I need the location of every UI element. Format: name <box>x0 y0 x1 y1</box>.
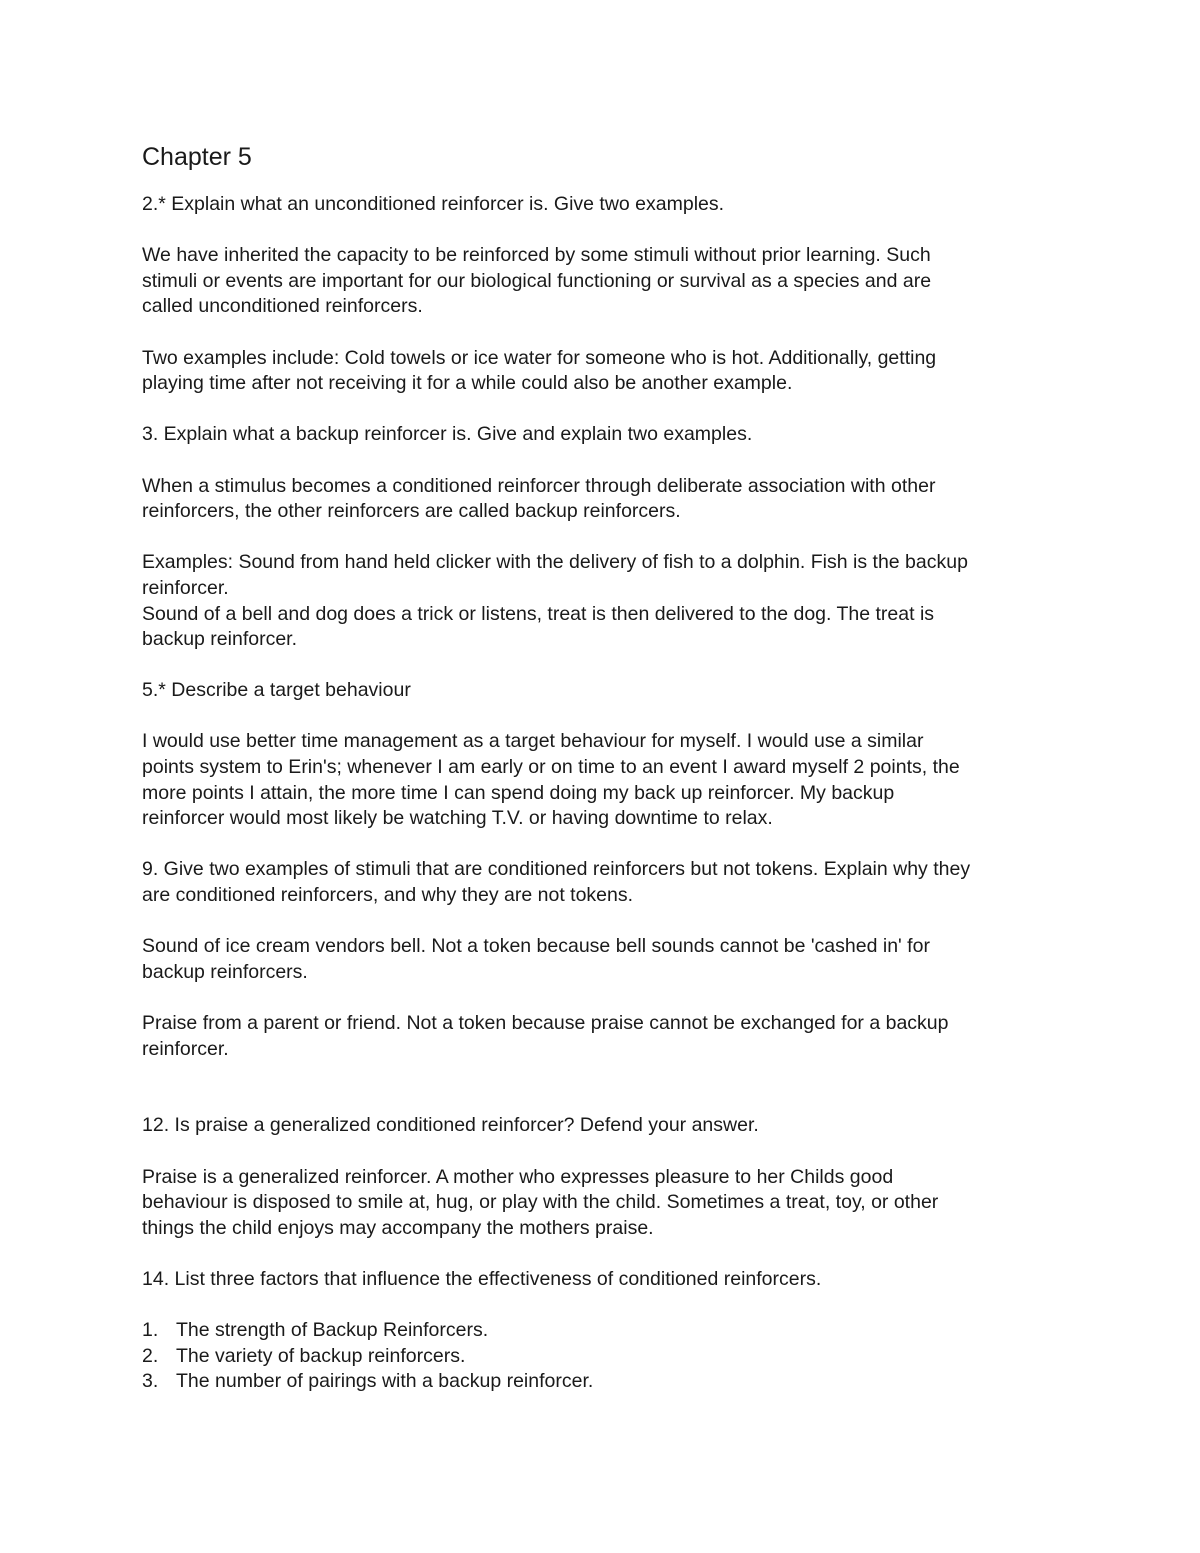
chapter-title: Chapter 5 <box>142 143 252 171</box>
list-item-number: 2. <box>142 1344 159 1367</box>
list-item-text: The variety of backup reinforcers. <box>176 1344 466 1367</box>
text-line: called unconditioned reinforcers. <box>142 295 423 318</box>
answer-a9b <box>142 1011 1072 1062</box>
question-q12 <box>142 1113 1072 1139</box>
text-line: are conditioned reinforcers, and why they are not tokens. <box>142 884 634 907</box>
text-line: 5.* Describe a target behaviour <box>142 679 411 702</box>
answer-a3b <box>142 550 1072 652</box>
answer-a2b <box>142 346 1072 397</box>
list-item-number: 3. <box>142 1370 159 1393</box>
text-line: things the child enjoys may accompany the mothers praise. <box>142 1216 654 1239</box>
text-line: 2.* Explain what an unconditioned reinforcer is. Give two examples. <box>142 193 725 215</box>
list-item <box>142 1369 1072 1395</box>
text-line: more points I attain, the more time I can spend doing my back up reinforcer. My backup <box>142 781 895 804</box>
answer-a12 <box>142 1165 1072 1242</box>
list-item-text: The number of pairings with a backup reinforcer. <box>176 1370 594 1393</box>
list-item <box>142 1344 1072 1370</box>
question-q14 <box>142 1267 1072 1293</box>
text-line: reinforcer. <box>142 1037 229 1060</box>
question-q2 <box>142 192 1072 218</box>
text-line: Sound of a bell and dog does a trick or listens, treat is then delivered to the dog. The treat is <box>142 602 935 625</box>
text-line: Two examples include: Cold towels or ice water for someone who is hot. Additionally, getting <box>142 346 937 369</box>
text-line: 3. Explain what a backup reinforcer is. Give and explain two examples. <box>142 423 753 446</box>
text-line: We have inherited the capacity to be reinforced by some stimuli without prior learning. Such <box>142 244 931 267</box>
list-item <box>142 1318 1072 1344</box>
answer-a3a <box>142 474 1072 525</box>
text-line: reinforcers, the other reinforcers are called backup reinforcers. <box>142 500 681 523</box>
list-item-text: The strength of Backup Reinforcers. <box>176 1319 489 1342</box>
text-line: I would use better time management as a target behaviour for myself. I would use a similar <box>142 730 924 753</box>
list-item-number: 1. <box>142 1319 159 1342</box>
document-body <box>142 192 1072 1293</box>
answer-a9a <box>142 934 1072 985</box>
document-page <box>142 140 1072 1395</box>
text-line: reinforcer would most likely be watching T.V. or having downtime to relax. <box>142 807 773 830</box>
text-line: behaviour is disposed to smile at, hug, or play with the child. Sometimes a treat, toy, or other <box>142 1191 939 1214</box>
question-q9 <box>142 857 1072 908</box>
text-line: 12. Is praise a generalized conditioned reinforcer? Defend your answer. <box>142 1114 759 1137</box>
question-q3 <box>142 422 1072 448</box>
text-line: backup reinforcers. <box>142 960 308 983</box>
text-line: playing time after not receiving it for a while could also be another example. <box>142 372 793 395</box>
factors-list <box>142 1318 1072 1395</box>
text-line: reinforcer. <box>142 576 229 599</box>
answer-a2a <box>142 243 1072 320</box>
text-line: stimuli or events are important for our biological functioning or survival as a species and are <box>142 269 932 292</box>
text-line: points system to Erin's; whenever I am early or on time to an event I award myself 2 points, the <box>142 756 960 779</box>
text-line: Praise is a generalized reinforcer. A mother who expresses pleasure to her Childs good <box>142 1165 894 1188</box>
text-line: Sound of ice cream vendors bell. Not a token because bell sounds cannot be 'cashed in' for <box>142 935 930 958</box>
question-q5 <box>142 678 1072 704</box>
text-line: Examples: Sound from hand held clicker with the delivery of fish to a dolphin. Fish is the backup <box>142 551 968 574</box>
text-line: 9. Give two examples of stimuli that are conditioned reinforcers but not tokens. Explain why they <box>142 858 971 881</box>
text-line: Praise from a parent or friend. Not a token because praise cannot be exchanged for a backup <box>142 1012 949 1034</box>
text-line: backup reinforcer. <box>142 628 298 651</box>
text-line: When a stimulus becomes a conditioned reinforcer through deliberate association with other <box>142 474 936 497</box>
text-line: 14. List three factors that influence the effectiveness of conditioned reinforcers. <box>142 1267 822 1290</box>
answer-a5 <box>142 729 1072 831</box>
